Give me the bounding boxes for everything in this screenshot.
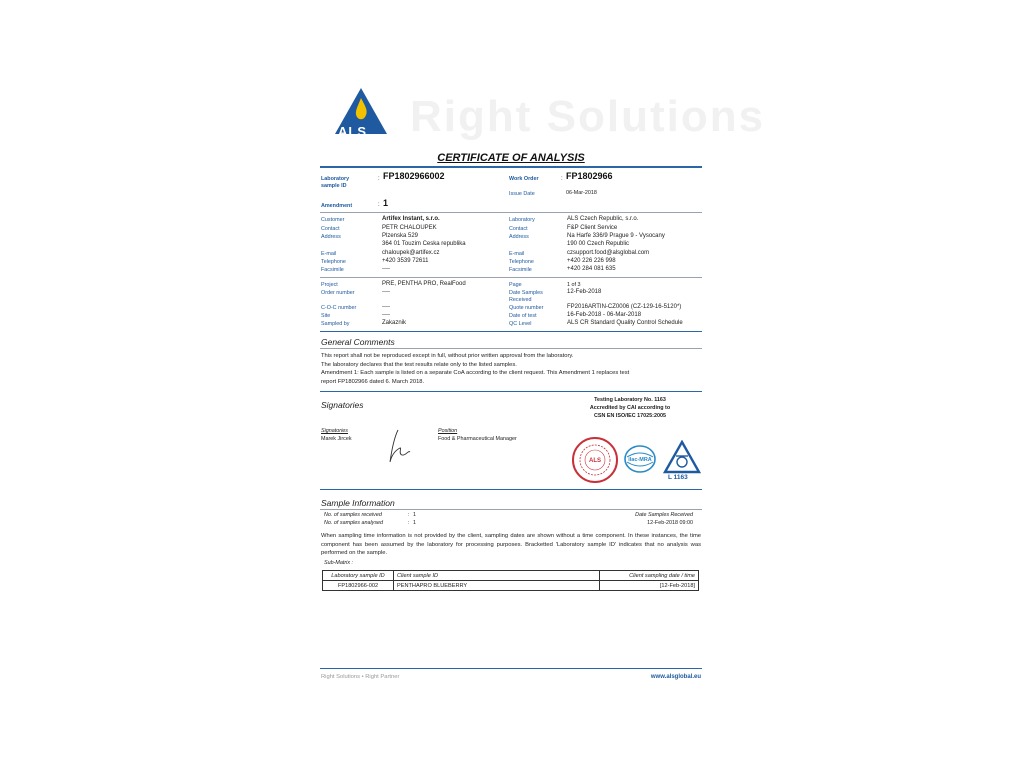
- customer-name: Artifex Instant, s.r.o.: [382, 216, 440, 222]
- date-samples-received-label: Date Samples Received: [635, 512, 693, 518]
- cai-accreditation-icon: [663, 440, 701, 474]
- order-number-label: Order number: [321, 290, 355, 296]
- col-lab-sample-id: Laboratory sample ID: [323, 571, 394, 581]
- footer-slogan: Right Solutions • Right Partner: [321, 674, 400, 680]
- lab-facsimile: +420 284 081 635: [567, 266, 616, 272]
- qc-level: ALS CR Standard Quality Control Schedule: [567, 320, 683, 326]
- comment-line: Amendment 1: Each sample is listed on a separate CoA according to the client request. This Amendment 1 replaces test: [321, 370, 630, 377]
- accreditation-line-1: Testing Laboratory No. 1163: [594, 397, 666, 403]
- accreditation-line-2: Accredited by CAI according to: [589, 405, 671, 411]
- customer-label: Customer: [321, 217, 345, 223]
- lab-contact: F&P Client Service: [567, 225, 618, 231]
- als-seal-icon: [571, 436, 619, 484]
- laboratory-label: Laboratory: [509, 217, 535, 223]
- ilac-text: ilac-MRA: [628, 457, 652, 463]
- comment-line: The laboratory declares that the test results relate only to the listed samples.: [321, 361, 517, 368]
- colon: :: [561, 176, 563, 182]
- col-client-sampling-date: Client sampling date / time: [600, 571, 699, 581]
- date-samples-value: 12-Feb-2018: [567, 289, 602, 295]
- customer-telephone: +420 3539 72611: [382, 258, 429, 264]
- lab-contact-label: Contact: [509, 226, 528, 232]
- email-label: E-mail: [321, 251, 337, 257]
- coc-number: ----: [382, 304, 390, 310]
- comments-divider: [320, 391, 702, 392]
- amendment-label: Amendment: [321, 203, 353, 209]
- signatory-position: Food & Pharmaceutical Manager: [438, 436, 517, 442]
- accreditation-line-3: CSN EN ISO/IEC 17025:2005: [594, 413, 666, 419]
- date-samples-label-2: Received: [509, 297, 532, 303]
- lab-sample-id: FP1802966002: [383, 171, 445, 181]
- row-client-sampling-date: [12-Feb-2018]: [600, 581, 699, 591]
- position-column-label: Position: [438, 428, 458, 434]
- date-of-test: 16-Feb-2018 - 06-Mar-2018: [567, 312, 642, 318]
- lab-facsimile-label: Facsimile: [509, 267, 532, 273]
- signatories-heading: Signatories: [321, 400, 364, 410]
- title-divider: [320, 166, 702, 168]
- document-title: CERTIFICATE OF ANALYSIS: [437, 152, 585, 164]
- contact-divider: [320, 277, 702, 278]
- work-order-label: Work Order: [509, 176, 539, 182]
- lab-email: czsupport.food@alsglobal.com: [567, 250, 650, 256]
- lab-email-label: E-mail: [509, 251, 525, 257]
- table-row: [323, 581, 699, 591]
- comment-line: This report shall not be reproduced except in full, without prior written approval from the laboratory.: [321, 353, 574, 359]
- date-samples-label: Date Samples: [509, 290, 543, 296]
- row-client-sample-id: PENTHAPRO BLUEBERRY: [394, 581, 600, 591]
- work-order: FP1802966: [566, 171, 613, 181]
- page-value: 1 of 3: [567, 282, 581, 288]
- footer-website-link[interactable]: www.alsglobal.eu: [650, 674, 701, 680]
- samples-received: 1: [413, 512, 416, 518]
- quote-number-label: Quote number: [509, 305, 544, 311]
- issue-date-label: Issue Date: [509, 191, 535, 197]
- seal-text: ALS: [589, 458, 601, 464]
- signatories-divider: [320, 489, 702, 490]
- sub-matrix-label: Sub-Matrix :: [324, 560, 354, 566]
- logo-text: ALS: [338, 124, 367, 139]
- coc-number-label: C-O-C number: [321, 305, 357, 311]
- sampled-by: Zakaznik: [382, 320, 407, 326]
- lab-telephone-label: Telephone: [509, 259, 534, 265]
- address-label: Address: [321, 234, 341, 240]
- samples-analysed: 1: [413, 520, 416, 526]
- signature-icon: [384, 428, 414, 466]
- colon: :: [408, 512, 410, 518]
- colon: :: [378, 176, 380, 182]
- sample-information-heading: Sample Information: [321, 498, 395, 508]
- lab-sample-id-label-2: sample ID: [321, 183, 347, 189]
- qc-level-label: QC Level: [509, 321, 532, 327]
- comments-heading-divider: [320, 348, 702, 349]
- general-comments-text: [321, 352, 701, 386]
- header-divider: [320, 212, 702, 213]
- project-label: Project: [321, 282, 338, 288]
- signatories-column-label: Signatories: [321, 428, 348, 434]
- col-client-sample-id: Client sample ID: [394, 571, 600, 581]
- site-value: ----: [382, 312, 390, 318]
- quote-number: FP2016ARTIN-CZ0006 (CZ-129-16-5120*): [567, 304, 682, 310]
- laboratory-name: ALS Czech Republic, s.r.o.: [567, 216, 639, 222]
- sampling-note: When sampling time information is not provided by the client, sampling dates are shown without a time component. In these instances, the time component has been assumed by the laboratory for processing purposes. Bracketted 'Laboratory sample ID' indicates that no analysis was performed on the sample.: [321, 533, 701, 557]
- site-label: Site: [321, 313, 331, 319]
- issue-date: 06-Mar-2018: [566, 190, 597, 196]
- sample-heading-divider: [320, 509, 702, 510]
- telephone-label: Telephone: [321, 259, 346, 265]
- project-divider: [320, 331, 702, 332]
- project-value: PRE, PENTHA PRO, RealFood: [382, 281, 466, 287]
- signatory-name: Marek Jircek: [321, 436, 352, 442]
- page-label: Page: [509, 282, 522, 288]
- colon: :: [408, 520, 410, 526]
- sampled-by-label: Sampled by: [321, 321, 350, 327]
- lab-telephone: +420 226 226 998: [567, 258, 616, 264]
- customer-facsimile: ----: [382, 266, 390, 272]
- comment-line: report FP1802966 dated 6. March 2018.: [321, 378, 425, 385]
- date-samples-received: 12-Feb-2018 09:00: [647, 520, 693, 526]
- footer-divider: [320, 668, 702, 669]
- customer-email: chaloupek@artifex.cz: [382, 250, 440, 256]
- sample-table: [322, 570, 699, 591]
- row-lab-sample-id: FP1802966-002: [323, 581, 394, 591]
- samples-analysed-label: No. of samples analysed: [324, 520, 384, 526]
- colon: :: [378, 202, 380, 208]
- customer-address-line-2: 364 01 Touzim Ceska republika: [382, 241, 466, 247]
- lab-address-label: Address: [509, 234, 529, 240]
- cai-number: L 1163: [668, 474, 688, 481]
- customer-address-line-1: Plzenska 529: [382, 233, 419, 239]
- facsimile-label: Facsimile: [321, 267, 344, 273]
- lab-address-line-2: 190 00 Czech Republic: [567, 241, 630, 247]
- date-of-test-label: Date of test: [509, 313, 537, 319]
- amendment-value: 1: [383, 198, 389, 208]
- header-watermark: Right Solutions: [410, 92, 766, 141]
- ilac-mra-icon: [623, 444, 657, 474]
- general-comments-heading: General Comments: [321, 337, 395, 347]
- samples-received-label: No. of samples received: [324, 512, 382, 518]
- lab-sample-id-label: Laboratory: [321, 176, 350, 182]
- order-number: ----: [382, 289, 390, 295]
- contact-label: Contact: [321, 226, 340, 232]
- sample-table-header: [323, 571, 699, 581]
- lab-address-line-1: Na Harfe 336/9 Prague 9 - Vysocany: [567, 233, 665, 239]
- customer-contact: PETR CHALOUPEK: [382, 225, 437, 231]
